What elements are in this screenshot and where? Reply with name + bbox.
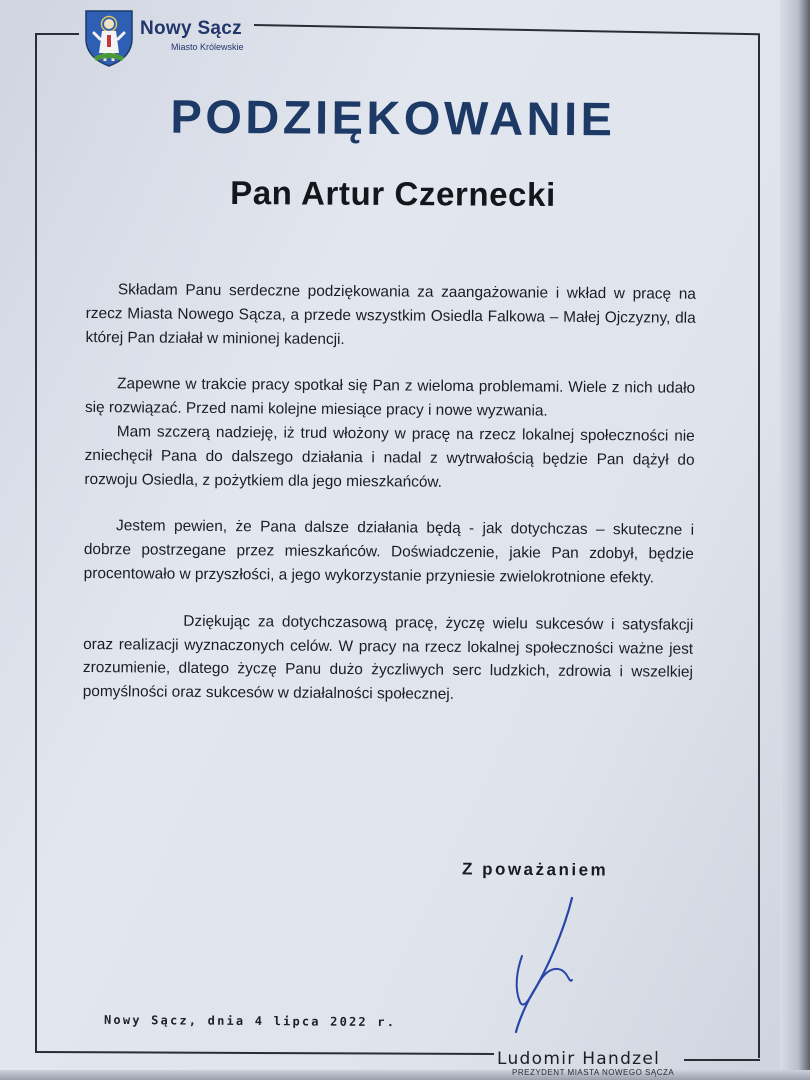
signer-name: Ludomir Handzel xyxy=(497,1049,661,1069)
recipient-name: Pan Artur Czernecki xyxy=(230,174,556,213)
frame-border-bottom-left xyxy=(36,1051,494,1055)
city-name: Nowy Sącz xyxy=(140,18,242,39)
paragraph-5: Dziękując za dotychczasową pracę, życzę wielu sukcesów i satysfakcji oraz realizacji wyznaczonych celów. W pracy na rzecz lokalnej społeczności ważne jest zrozumienie, dlatego życzę Panu dużo życzliwych serc ludzkich, zdrowia i wszelkiej pomyślności oraz sukcesów w działalności społecznej. xyxy=(82,612,694,704)
frame-border-top-left xyxy=(35,33,79,35)
city-subtitle: Miasto Królewskie xyxy=(171,42,244,52)
paper-edge-bottom xyxy=(0,1070,810,1080)
frame-border-top-right xyxy=(254,24,760,35)
paper-edge-right xyxy=(780,0,810,1080)
letter-body xyxy=(83,278,696,709)
frame-border-bottom-right xyxy=(684,1059,760,1061)
signer-role: PREZYDENT MIASTA NOWEGO SĄCZA xyxy=(512,1068,675,1077)
paragraph-4: Jestem pewien, że Pana dalsze działania będą - jak dotychczas – skuteczne i dobrze postrzegane przez mieszkańców. Doświadczenie, jakie Pan zdobył, będzie procentowało w przyszłości, a jego wykorzystanie przyniesie zwielokrotnione efekty. xyxy=(83,517,695,587)
paragraph-2: Zapewne w trakcie pracy spotkał się Pan z wieloma problemami. Wiele z nich udało się rozwiązać. Przed nami kolejne miesiące pracy i nowe wyzwania. xyxy=(84,375,696,420)
document-title: PODZIĘKOWANIE xyxy=(170,89,616,146)
place-and-date: Nowy Sącz, dnia 4 lipca 2022 r. xyxy=(103,1012,397,1030)
paragraph-3: Mam szczerą nadzieję, iż trud włożony w pracę na rzecz lokalnej społeczności nie zniechęcił Pana do dalszego działania i nadal z wytrwałością będzie Pan dążył do rozwoju Osiedla, z pożytkiem dla jego mieszkańców. xyxy=(84,423,695,491)
city-coat-of-arms-icon xyxy=(84,9,134,67)
handwritten-signature xyxy=(500,890,600,1035)
paragraph-1: Składam Panu serdeczne podziękowania za zaangażowanie i wkład w pracę na rzecz Miasta Nowego Sącza, a przede wszystkim Osiedla Falkowa – Małej Ojczyzny, dla której Pan działał w minionej kadencji. xyxy=(85,281,696,348)
closing-salutation: Z poważaniem xyxy=(461,859,609,880)
